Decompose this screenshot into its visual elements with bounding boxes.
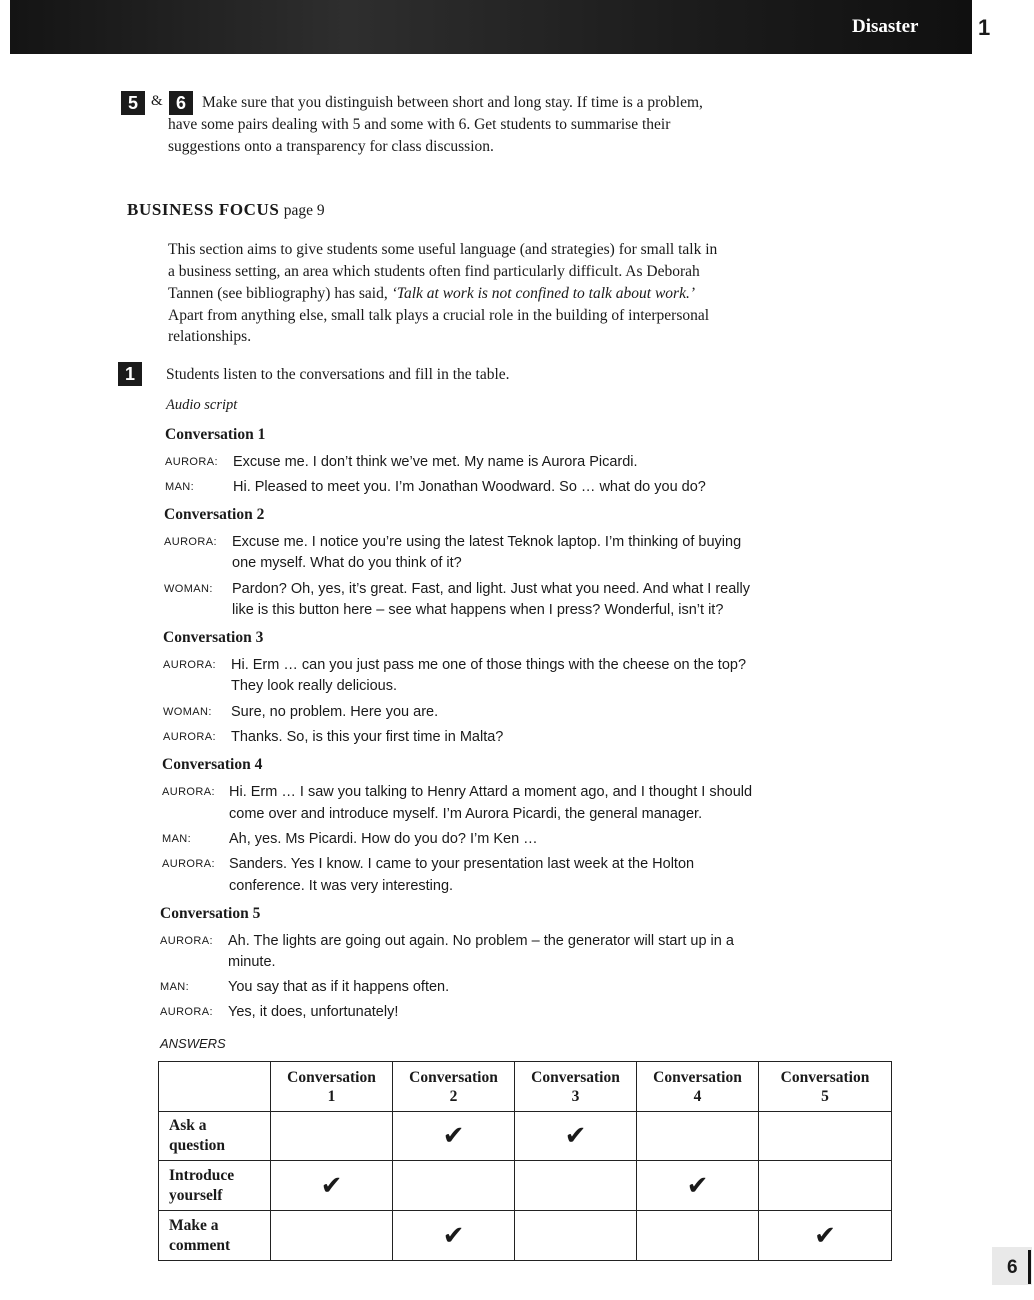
answer-cell: ✔ <box>393 1112 515 1161</box>
speaker-label: AURORA: <box>162 786 215 798</box>
dialogue-line: Hi. Erm … can you just pass me one of those things with the cheese on the top? <box>231 657 747 673</box>
dialogue-line: conference. It was very interesting. <box>229 878 454 894</box>
task-5-6-line: have some pairs dealing with 5 and some with 6. Get students to summarise their <box>168 116 671 133</box>
audio-script-label: Audio script <box>166 397 238 413</box>
chapter-title: Disaster <box>852 16 919 37</box>
intro-line <box>168 283 695 305</box>
answer-cell <box>637 1211 759 1261</box>
answer-cell: ✔ <box>637 1161 759 1211</box>
task-5-6-line: Make sure that you distinguish between short and long stay. If time is a problem, <box>202 94 703 111</box>
table-row <box>159 1112 892 1161</box>
speaker-label: MAN: <box>165 481 195 493</box>
speaker-label: AURORA: <box>162 858 215 870</box>
intro-line: This section aims to give students some useful language (and strategies) for small talk in <box>168 241 718 258</box>
task-5-6-line: suggestions onto a transparency for class discussion. <box>168 138 494 155</box>
speaker-label: AURORA: <box>165 456 218 468</box>
task-1-instruction: Students listen to the conversations and fill in the table. <box>166 366 510 383</box>
row-header: Introduce yourself <box>159 1161 271 1211</box>
answer-cell <box>271 1211 393 1261</box>
column-header: Conversation 1 <box>271 1062 393 1112</box>
ampersand: & <box>151 93 163 109</box>
answer-cell: ✔ <box>393 1211 515 1261</box>
speaker-label: MAN: <box>160 981 190 993</box>
intro-quote: ‘Talk at work is not confined to talk about work.’ <box>391 285 695 302</box>
task-number-box: 5 <box>121 91 145 115</box>
dialogue-line: Hi. Erm … I saw you talking to Henry Attard a moment ago, and I thought I should <box>229 784 753 800</box>
section-page-ref: page 9 <box>283 202 325 219</box>
answer-cell: ✔ <box>515 1112 637 1161</box>
speaker-label: AURORA: <box>163 659 216 671</box>
conversation-title: Conversation 1 <box>165 426 266 443</box>
answer-cell <box>515 1211 637 1261</box>
answer-cell <box>637 1112 759 1161</box>
table-header-row <box>159 1062 892 1112</box>
answer-cell <box>393 1161 515 1211</box>
column-header: Conversation 5 <box>759 1062 892 1112</box>
answer-cell <box>759 1112 892 1161</box>
answers-label: ANSWERS <box>160 1036 226 1051</box>
answer-cell: ✔ <box>759 1211 892 1261</box>
dialogue-line: Thanks. So, is this your first time in Malta? <box>231 729 504 745</box>
section-heading <box>127 200 325 220</box>
column-header: Conversation 2 <box>393 1062 515 1112</box>
task-number-box: 6 <box>169 91 193 115</box>
page-number-rule <box>1028 1250 1031 1284</box>
chapter-number: 1 <box>978 15 991 40</box>
dialogue-line: come over and introduce myself. I’m Aurora Picardi, the general manager. <box>229 806 703 822</box>
dialogue-line: one myself. What do you think of it? <box>232 555 462 571</box>
dialogue-line: You say that as if it happens often. <box>228 979 450 995</box>
conversation-title: Conversation 5 <box>160 905 261 922</box>
speaker-label: WOMAN: <box>164 583 213 595</box>
conversation-title: Conversation 3 <box>163 629 264 646</box>
row-header: Make a comment <box>159 1211 271 1261</box>
dialogue-line: Excuse me. I don’t think we’ve met. My name is Aurora Picardi. <box>233 454 638 470</box>
dialogue-line: Hi. Pleased to meet you. I’m Jonathan Woodward. So … what do you do? <box>233 479 706 495</box>
answers-table <box>158 1061 892 1261</box>
speaker-label: AURORA: <box>160 1006 213 1018</box>
intro-line: a business setting, an area which students often find particularly difficult. As Deborah <box>168 263 700 280</box>
dialogue-line: Excuse me. I notice you’re using the latest Teknok laptop. I’m thinking of buying <box>232 534 742 550</box>
column-header: Conversation 3 <box>515 1062 637 1112</box>
page-number: 6 <box>1007 1257 1018 1278</box>
section-heading-title: BUSINESS FOCUS <box>127 200 280 219</box>
dialogue-line: Ah. The lights are going out again. No problem – the generator will start up in a <box>228 933 734 949</box>
dialogue-line: minute. <box>228 954 276 970</box>
intro-text: Tannen (see bibliography) has said, <box>168 285 392 302</box>
dialogue-line: Sure, no problem. Here you are. <box>231 704 439 720</box>
task-number-box: 1 <box>118 362 142 386</box>
dialogue-line: Sanders. Yes I know. I came to your presentation last week at the Holton <box>229 856 695 872</box>
header-bar <box>10 0 972 54</box>
table-corner-cell <box>159 1062 271 1112</box>
speaker-label: AURORA: <box>164 536 217 548</box>
answer-cell <box>271 1112 393 1161</box>
conversation-title: Conversation 2 <box>164 506 265 523</box>
intro-line: relationships. <box>168 328 252 345</box>
dialogue-line: like is this button here – see what happens when I press? Wonderful, isn’t it? <box>232 602 724 618</box>
speaker-label: AURORA: <box>163 731 216 743</box>
speaker-label: AURORA: <box>160 935 213 947</box>
dialogue-line: Ah, yes. Ms Picardi. How do you do? I’m Ken … <box>229 831 538 847</box>
answer-cell <box>759 1161 892 1211</box>
table-row <box>159 1161 892 1211</box>
intro-line: Apart from anything else, small talk plays a crucial role in the building of interpersonal <box>168 307 710 324</box>
dialogue-line: Pardon? Oh, yes, it’s great. Fast, and light. Just what you need. And what I really <box>232 581 750 597</box>
column-header: Conversation 4 <box>637 1062 759 1112</box>
table-row <box>159 1211 892 1261</box>
conversation-title: Conversation 4 <box>162 756 263 773</box>
answer-cell <box>515 1161 637 1211</box>
answer-cell: ✔ <box>271 1161 393 1211</box>
speaker-label: MAN: <box>162 833 192 845</box>
dialogue-line: They look really delicious. <box>231 678 398 694</box>
dialogue-line: Yes, it does, unfortunately! <box>228 1004 399 1020</box>
row-header: Ask a question <box>159 1112 271 1161</box>
speaker-label: WOMAN: <box>163 706 212 718</box>
